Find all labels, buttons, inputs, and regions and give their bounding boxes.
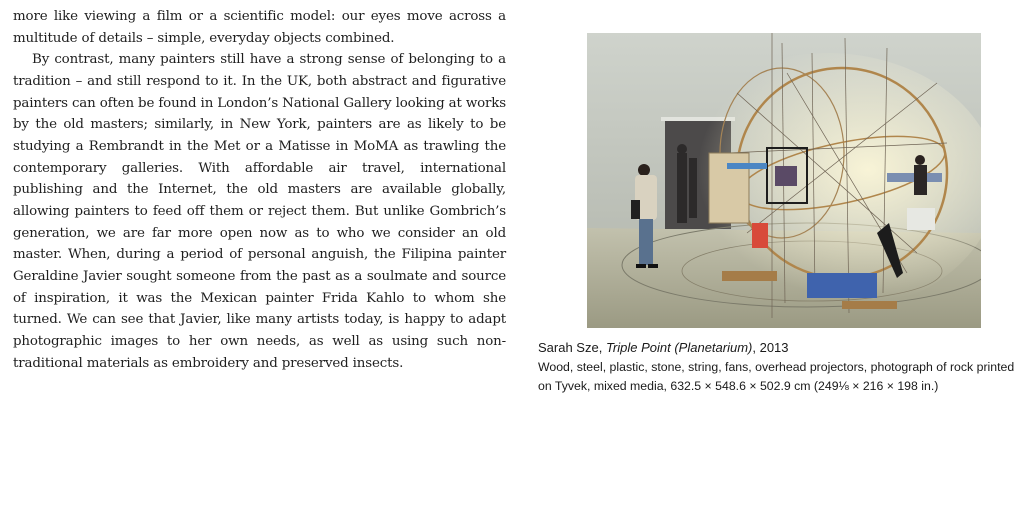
paragraph-1: more like viewing a film or a scientific model: our eyes move across a multitude of details – simple, everyday objects combined.	[13, 9, 506, 46]
figure-caption	[538, 338, 1018, 397]
artwork-photo	[587, 33, 981, 328]
paragraph-2: By contrast, many painters still have a strong sense of belonging to a tradition – and still respond to it. In the UK, both abstract and figurative painters can often be found in London’s National Gallery looking at works by the old masters; similarly, in New York, painters are as likely to be studying a Rembrandt in the Met or a Matisse in MoMA as trawling the contemporary galleries. With affordable air travel, international publishing and the Internet, the old masters are available globally, allowing painters to feed off them or reject them. But unlike Gombrich’s generation, we are far more open now as to who we consider an old master. When, during a period of personal anguish, the Filipina painter Geraldine Javier sought someone from the past as a soulmate and source of inspiration, it was the Mexican painter Frida Kahlo to whom she turned. We can see that Javier, like many artists today, is happy to adapt photographic images to her own needs, as well as using such non-traditional materials as embroidery and preserved insects.	[13, 52, 506, 371]
caption-materials: Wood, steel, plastic, stone, string, fans, overhead projectors, photograph of rock printed on Tyvek, mixed media, 632.5 × 548.6 × 502.9 cm (249⅛ × 216 × 198 in.)	[538, 359, 1015, 394]
caption-artist: Sarah Sze,	[538, 340, 603, 355]
body-text-column	[13, 6, 506, 374]
caption-year: , 2013	[752, 340, 789, 355]
caption-title-line	[538, 338, 1018, 358]
caption-artwork-title: Triple Point (Planetarium)	[605, 340, 753, 355]
